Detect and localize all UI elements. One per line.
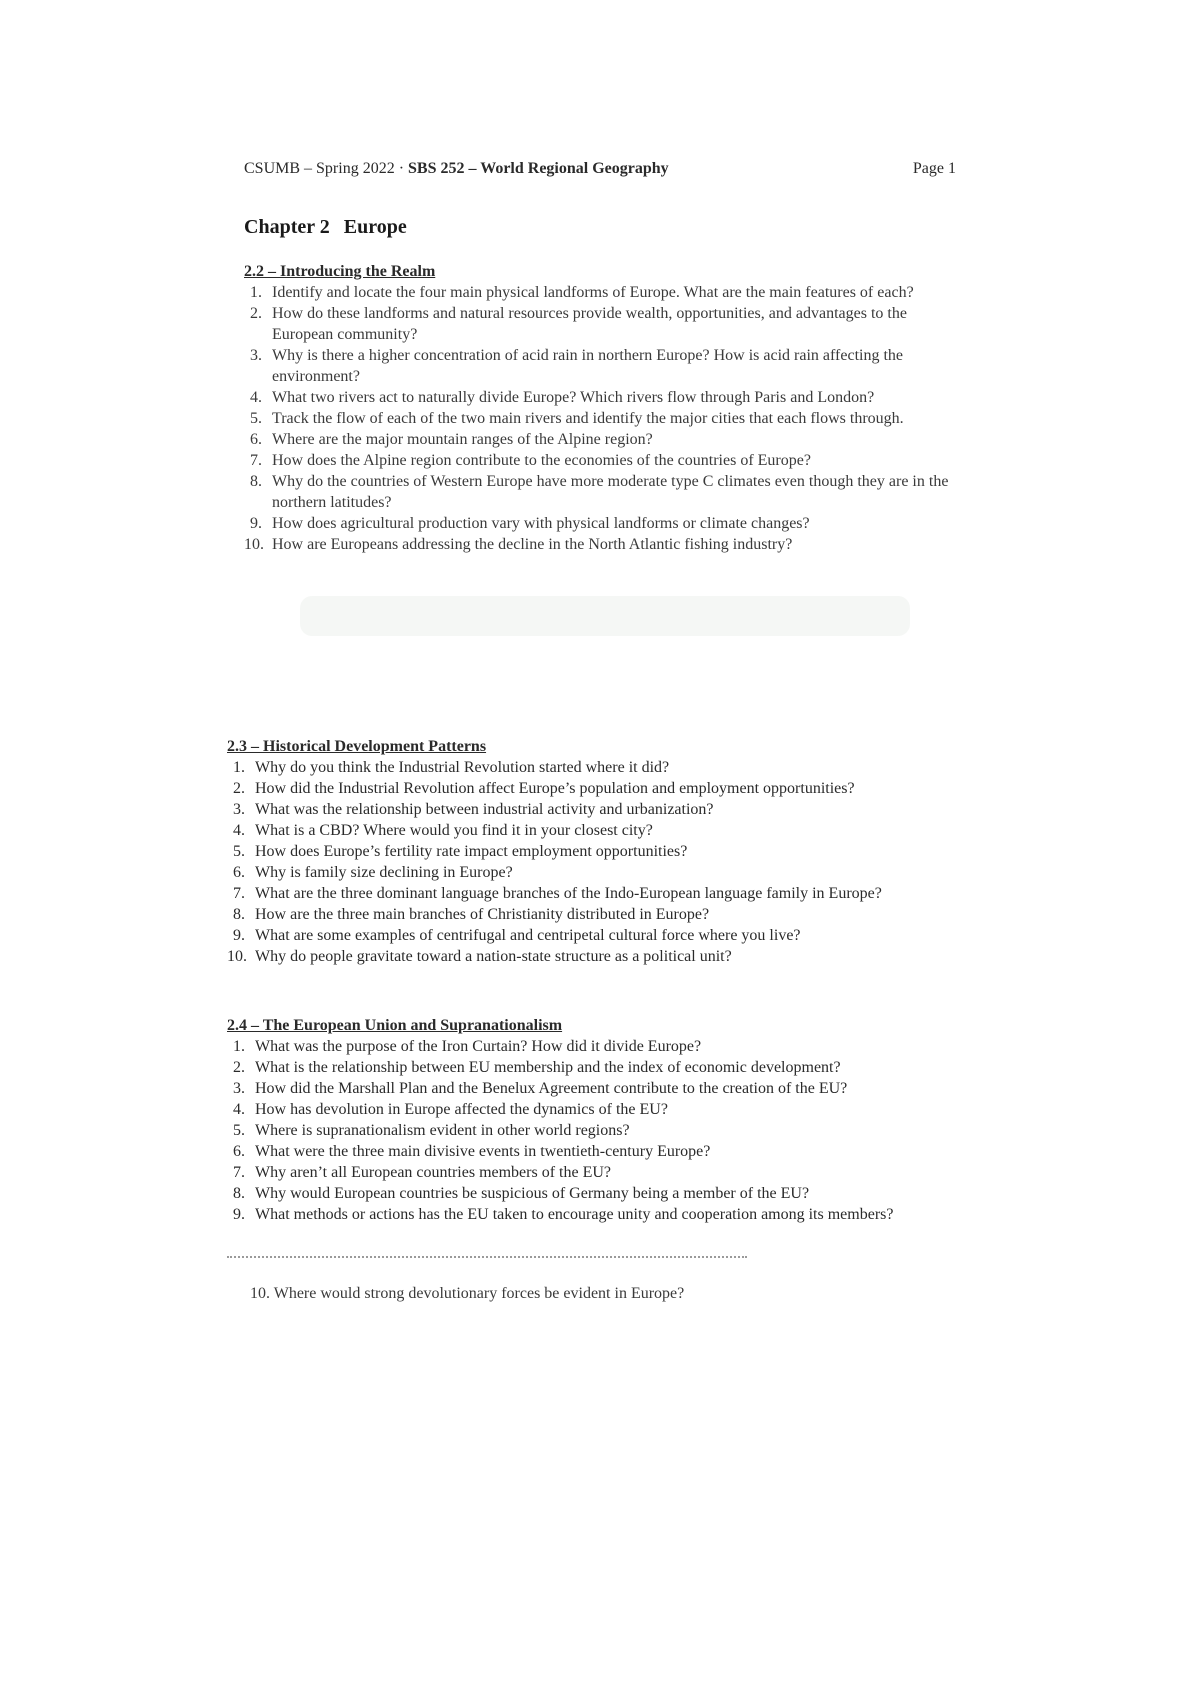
question-text: Why would European countries be suspicious of Germany being a member of the EU? bbox=[255, 1185, 810, 1202]
question-number: 2. bbox=[233, 780, 245, 797]
question-number: 5. bbox=[233, 843, 245, 860]
question-item bbox=[227, 820, 967, 841]
question-item bbox=[227, 1036, 967, 1057]
question-number: 1. bbox=[250, 284, 262, 301]
question-item bbox=[227, 1162, 967, 1183]
question-text: How does the Alpine region contribute to the economies of the countries of Europe? bbox=[272, 452, 811, 469]
page-number: Page 1 bbox=[912, 160, 956, 177]
question-list bbox=[227, 1036, 967, 1225]
question-number: 10. bbox=[227, 948, 247, 965]
question-item bbox=[244, 345, 960, 387]
question-text: What is a CBD? Where would you find it in your closest city? bbox=[255, 822, 653, 839]
scan-smudge bbox=[300, 596, 910, 636]
question-text: What two rivers act to naturally divide Europe? Which rivers flow through Paris and London? bbox=[272, 389, 875, 406]
course-term: CSUMB – Spring 2022 · bbox=[244, 160, 409, 177]
question-text: How do these landforms and natural resources provide wealth, opportunities, and advantages to the European community? bbox=[272, 305, 907, 343]
question-number: 8. bbox=[233, 906, 245, 923]
question-list bbox=[244, 282, 960, 555]
question-text: Why is family size declining in Europe? bbox=[255, 864, 513, 881]
section-historical-development-patterns bbox=[227, 737, 967, 967]
question-number: 4. bbox=[250, 389, 262, 406]
course-title: SBS 252 – World Regional Geography bbox=[408, 160, 669, 177]
question-item bbox=[227, 757, 967, 778]
question-text: Why do people gravitate toward a nation-state structure as a political unit? bbox=[255, 948, 732, 965]
question-item bbox=[227, 1141, 967, 1162]
question-text: Why is there a higher concentration of acid rain in northern Europe? How is acid rain affecting the environment? bbox=[272, 347, 904, 385]
question-text: Track the flow of each of the two main rivers and identify the major cities that each flows through. bbox=[272, 410, 904, 427]
question-number: 6. bbox=[250, 431, 262, 448]
question-item bbox=[227, 1204, 967, 1225]
question-item bbox=[227, 841, 967, 862]
question-item bbox=[227, 778, 967, 799]
question-text: What are the three dominant language branches of the Indo-European language family in Europe? bbox=[255, 885, 882, 902]
question-item bbox=[244, 450, 960, 471]
question-number: 4. bbox=[233, 822, 245, 839]
question-text: How does Europe’s fertility rate impact employment opportunities? bbox=[255, 843, 688, 860]
section-introducing-the-realm bbox=[244, 262, 960, 555]
question-number: 9. bbox=[233, 1206, 245, 1223]
question-text: What is the relationship between EU membership and the index of economic development? bbox=[255, 1059, 841, 1076]
question-text: Why aren’t all European countries members of the EU? bbox=[255, 1164, 612, 1181]
question-text: Where is supranationalism evident in other world regions? bbox=[255, 1122, 630, 1139]
question-number: 6. bbox=[233, 1143, 245, 1160]
question-number: 7. bbox=[233, 885, 245, 902]
question-number: 7. bbox=[233, 1164, 245, 1181]
question-item bbox=[227, 883, 967, 904]
question-item bbox=[244, 513, 960, 534]
question-number: 3. bbox=[233, 1080, 245, 1097]
question-item-extra: 10. Where would strong devolutionary forces be evident in Europe? bbox=[250, 1285, 685, 1302]
question-number: 7. bbox=[250, 452, 262, 469]
question-item bbox=[244, 282, 960, 303]
question-item bbox=[244, 387, 960, 408]
question-text: How has devolution in Europe affected the dynamics of the EU? bbox=[255, 1101, 668, 1118]
question-number: 5. bbox=[233, 1122, 245, 1139]
chapter-name: Europe bbox=[343, 216, 407, 238]
question-number: 3. bbox=[250, 347, 262, 364]
question-text: How are Europeans addressing the decline in the North Atlantic fishing industry? bbox=[272, 536, 793, 553]
section-heading: 2.4 – The European Union and Supranationalism bbox=[227, 1017, 563, 1034]
question-item bbox=[227, 1057, 967, 1078]
question-item bbox=[244, 408, 960, 429]
question-item bbox=[227, 904, 967, 925]
course-info bbox=[244, 160, 669, 178]
question-item bbox=[244, 471, 960, 513]
question-number: 3. bbox=[233, 801, 245, 818]
question-number: 9. bbox=[250, 515, 262, 532]
section-heading: 2.3 – Historical Development Patterns bbox=[227, 738, 487, 755]
page-header bbox=[244, 160, 956, 178]
section-european-union bbox=[227, 1016, 967, 1225]
question-number: 8. bbox=[250, 473, 262, 490]
question-text: What are some examples of centrifugal and centripetal cultural force where you live? bbox=[255, 927, 801, 944]
section-heading: 2.2 – Introducing the Realm bbox=[244, 263, 436, 280]
question-number: 4. bbox=[233, 1101, 245, 1118]
question-item bbox=[227, 1120, 967, 1141]
question-number: 2. bbox=[233, 1059, 245, 1076]
question-number: 1. bbox=[233, 1038, 245, 1055]
question-number: 6. bbox=[233, 864, 245, 881]
question-number: 8. bbox=[233, 1185, 245, 1202]
question-item bbox=[227, 1099, 967, 1120]
chapter-number: Chapter 2 bbox=[244, 216, 330, 238]
question-text: How did the Industrial Revolution affect Europe’s population and employment opportunities? bbox=[255, 780, 855, 797]
question-number: 2. bbox=[250, 305, 262, 322]
question-item bbox=[227, 946, 967, 967]
question-text: Where are the major mountain ranges of the Alpine region? bbox=[272, 431, 653, 448]
question-item bbox=[227, 1183, 967, 1204]
question-item bbox=[244, 303, 960, 345]
question-item bbox=[227, 862, 967, 883]
question-text: What were the three main divisive events in twentieth-century Europe? bbox=[255, 1143, 711, 1160]
question-item bbox=[227, 925, 967, 946]
question-text: How did the Marshall Plan and the Benelux Agreement contribute to the creation of the EU? bbox=[255, 1080, 848, 1097]
question-item bbox=[244, 429, 960, 450]
question-text: What methods or actions has the EU taken to encourage unity and cooperation among its members? bbox=[255, 1206, 894, 1223]
question-text: Why do you think the Industrial Revolution started where it did? bbox=[255, 759, 670, 776]
question-text: How are the three main branches of Christianity distributed in Europe? bbox=[255, 906, 710, 923]
question-text: How does agricultural production vary with physical landforms or climate changes? bbox=[272, 515, 810, 532]
question-number: 5. bbox=[250, 410, 262, 427]
question-text: What was the purpose of the Iron Curtain? How did it divide Europe? bbox=[255, 1038, 702, 1055]
question-text: Identify and locate the four main physical landforms of Europe. What are the main features of each? bbox=[272, 284, 914, 301]
question-number: 1. bbox=[233, 759, 245, 776]
question-item bbox=[227, 1078, 967, 1099]
cut-off-line bbox=[227, 1254, 747, 1260]
question-list bbox=[227, 757, 967, 967]
question-text: What was the relationship between industrial activity and urbanization? bbox=[255, 801, 714, 818]
question-number: 9. bbox=[233, 927, 245, 944]
question-text: Why do the countries of Western Europe have more moderate type C climates even though they are in the northern latitudes? bbox=[272, 473, 949, 511]
question-item bbox=[227, 799, 967, 820]
question-item bbox=[244, 534, 960, 555]
chapter-title bbox=[244, 216, 421, 239]
question-number: 10. bbox=[244, 536, 264, 553]
